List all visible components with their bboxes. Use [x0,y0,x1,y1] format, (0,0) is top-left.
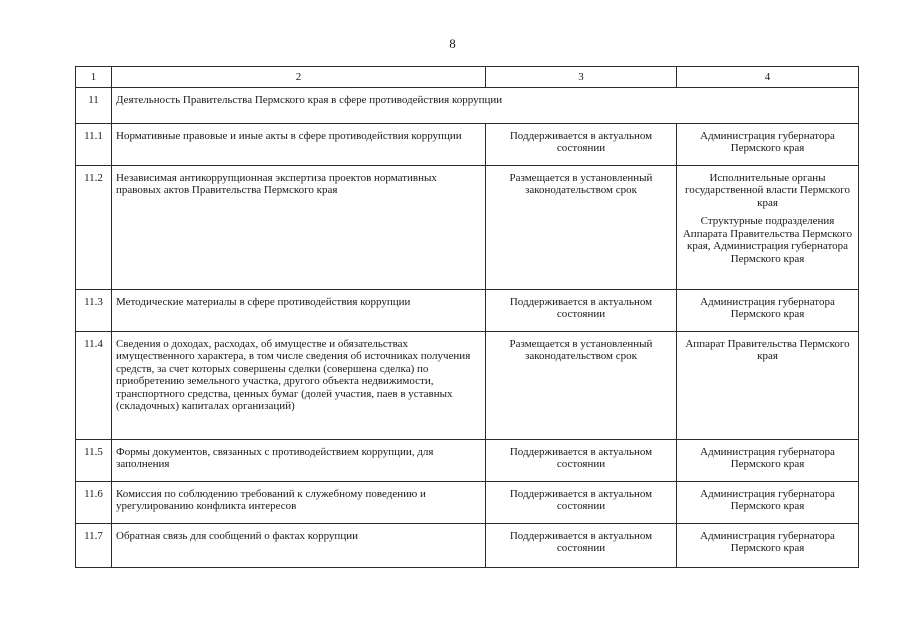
table-row [76,289,859,331]
row-responsible [677,523,859,567]
row-status: Поддерживается в актуальном состоянии [486,123,677,165]
responsible-org: Структурные подразделения Аппарата Правительства Пермского края, Администрация губернатора Пермского края [682,215,853,265]
table-row [76,123,859,165]
column-header-3: 3 [486,67,677,88]
row-status: Размещается в установленный законодательством срок [486,165,677,289]
section-row [76,87,859,123]
row-responsible [677,165,859,289]
responsible-org: Администрация губернатора Пермского края [700,295,835,320]
responsible-org: Администрация губернатора Пермского края [700,529,835,554]
row-number: 11.6 [76,481,112,523]
table-row [76,481,859,523]
responsible-org: Администрация губернатора Пермского края [700,129,835,154]
row-name: Независимая антикоррупционная экспертиза проектов нормативных правовых актов Правительства Пермского края [112,165,486,289]
section-title: Деятельность Правительства Пермского края в сфере противодействия коррупции [112,87,859,123]
row-name: Обратная связь для сообщений о фактах коррупции [112,523,486,567]
row-status: Поддерживается в актуальном состоянии [486,289,677,331]
row-status: Поддерживается в актуальном состоянии [486,481,677,523]
row-responsible [677,123,859,165]
row-status: Поддерживается в актуальном состоянии [486,523,677,567]
row-number: 11.1 [76,123,112,165]
responsible-org: Администрация губернатора Пермского края [700,487,835,512]
column-header-4: 4 [677,67,859,88]
row-responsible [677,331,859,439]
responsible-org: Аппарат Правительства Пермского края [685,337,850,362]
section-number: 11 [76,87,112,123]
row-status: Поддерживается в актуальном состоянии [486,439,677,481]
responsible-org: Исполнительные органы государственной власти Пермского края [685,171,850,209]
row-name: Методические материалы в сфере противодействия коррупции [112,289,486,331]
row-number: 11.3 [76,289,112,331]
row-responsible [677,289,859,331]
row-name: Комиссия по соблюдению требований к служебному поведению и урегулированию конфликта интересов [112,481,486,523]
responsible-org: Администрация губернатора Пермского края [700,445,835,470]
table-row [76,165,859,289]
row-name: Формы документов, связанных с противодействием коррупции, для заполнения [112,439,486,481]
table-row [76,523,859,567]
table-header-row [76,67,859,88]
table-row [76,439,859,481]
column-header-2: 2 [112,67,486,88]
registry-table [75,66,859,568]
table-row [76,331,859,439]
row-number: 11.5 [76,439,112,481]
row-status: Размещается в установленный законодательством срок [486,331,677,439]
page-number: 8 [449,36,456,51]
row-number: 11.2 [76,165,112,289]
row-number: 11.4 [76,331,112,439]
column-header-1: 1 [76,67,112,88]
row-name: Сведения о доходах, расходах, об имуществе и обязательствах имущественного характера, в том числе сведения об источниках получения средств, за счет которых совершены сделки (совершена сделка) по приобретению земельного участка, другого объекта недвижимости, транспортного средства, ценных бумаг (долей участия, паев в уставных (складочных) капиталах организаций) [112,331,486,439]
row-name: Нормативные правовые и иные акты в сфере противодействия коррупции [112,123,486,165]
row-number: 11.7 [76,523,112,567]
row-responsible [677,481,859,523]
row-responsible [677,439,859,481]
